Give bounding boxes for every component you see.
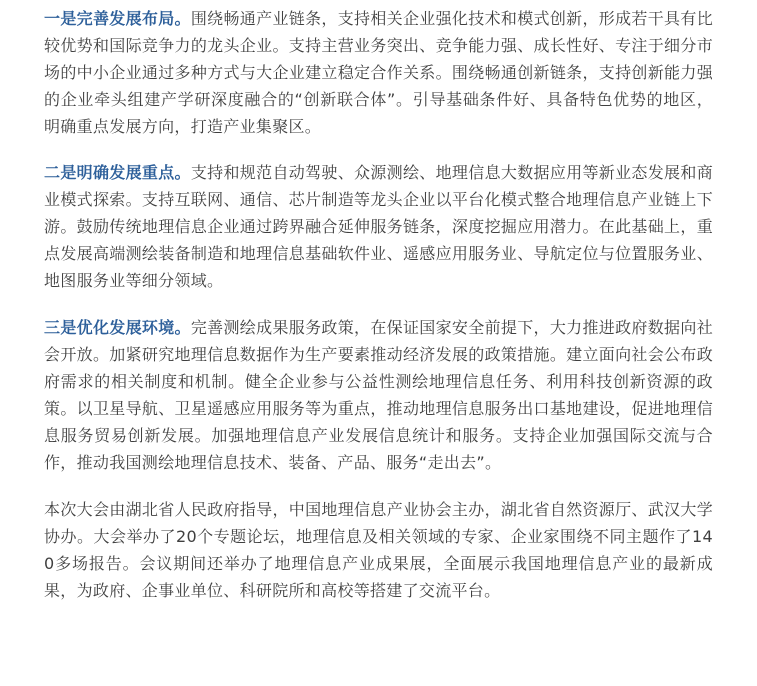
paragraph-text-conference: 本次大会由湖北省人民政府指导，中国地理信息产业协会主办，湖北省自然资源厅、武汉大学协办。大会举办了20个专题论坛，地理信息及相关领域的专家、企业家围绕不同主题作了140多场报告。会议期间还举办了地理信息产业成果展，全面展示我国地理信息产业的最新成果，为政府、企事业单位、科研院所和高校等搭建了交流平台。: [44, 500, 713, 600]
paragraph-focus: [44, 159, 713, 294]
paragraph-text-environment: 完善测绘成果服务政策，在保证国家安全前提下，大力推进政府数据向社会开放。加紧研究地理信息数据作为生产要素推动经济发展的政策措施。建立面向社会公布政府需求的相关制度和机制。健全企业参与公益性测绘地理信息任务、利用科技创新资源的政策。以卫星导航、卫星遥感应用服务等为重点，推动地理信息服务出口基地建设，促进地理信息服务贸易创新发展。加强地理信息产业发展信息统计和服务。支持企业加强国际交流与合作，推动我国测绘地理信息技术、装备、产品、服务“走出去”。: [44, 318, 713, 472]
paragraph-heading-layout: 一是完善发展布局。: [44, 9, 191, 28]
paragraph-layout: [44, 0, 713, 140]
paragraph-environment: [44, 314, 713, 476]
paragraph-heading-environment: 三是优化发展环境。: [44, 318, 191, 337]
paragraph-text-layout: 围绕畅通产业链条，支持相关企业强化技术和模式创新，形成若干具有比较优势和国际竞争力的龙头企业。支持主营业务突出、竞争能力强、成长性好、专注于细分市场的中小企业通过多种方式与大企业建立稳定合作关系。围绕畅通创新链条，支持创新能力强的企业牵头组建产学研深度融合的“创新联合体”。引导基础条件好、具备特色优势的地区，明确重点发展方向，打造产业集聚区。: [44, 9, 713, 136]
paragraph-conference: [44, 496, 713, 604]
paragraph-text-focus: 支持和规范自动驾驶、众源测绘、地理信息大数据应用等新业态发展和商业模式探索。支持互联网、通信、芯片制造等龙头企业以平台化模式整合地理信息产业链上下游。鼓励传统地理信息企业通过跨界融合延伸服务链条，深度挖掘应用潜力。在此基础上，重点发展高端测绘装备制造和地理信息基础软件业、遥感应用服务业、导航定位与位置服务业、地图服务业等细分领域。: [44, 163, 713, 290]
paragraph-heading-focus: 二是明确发展重点。: [44, 163, 191, 182]
